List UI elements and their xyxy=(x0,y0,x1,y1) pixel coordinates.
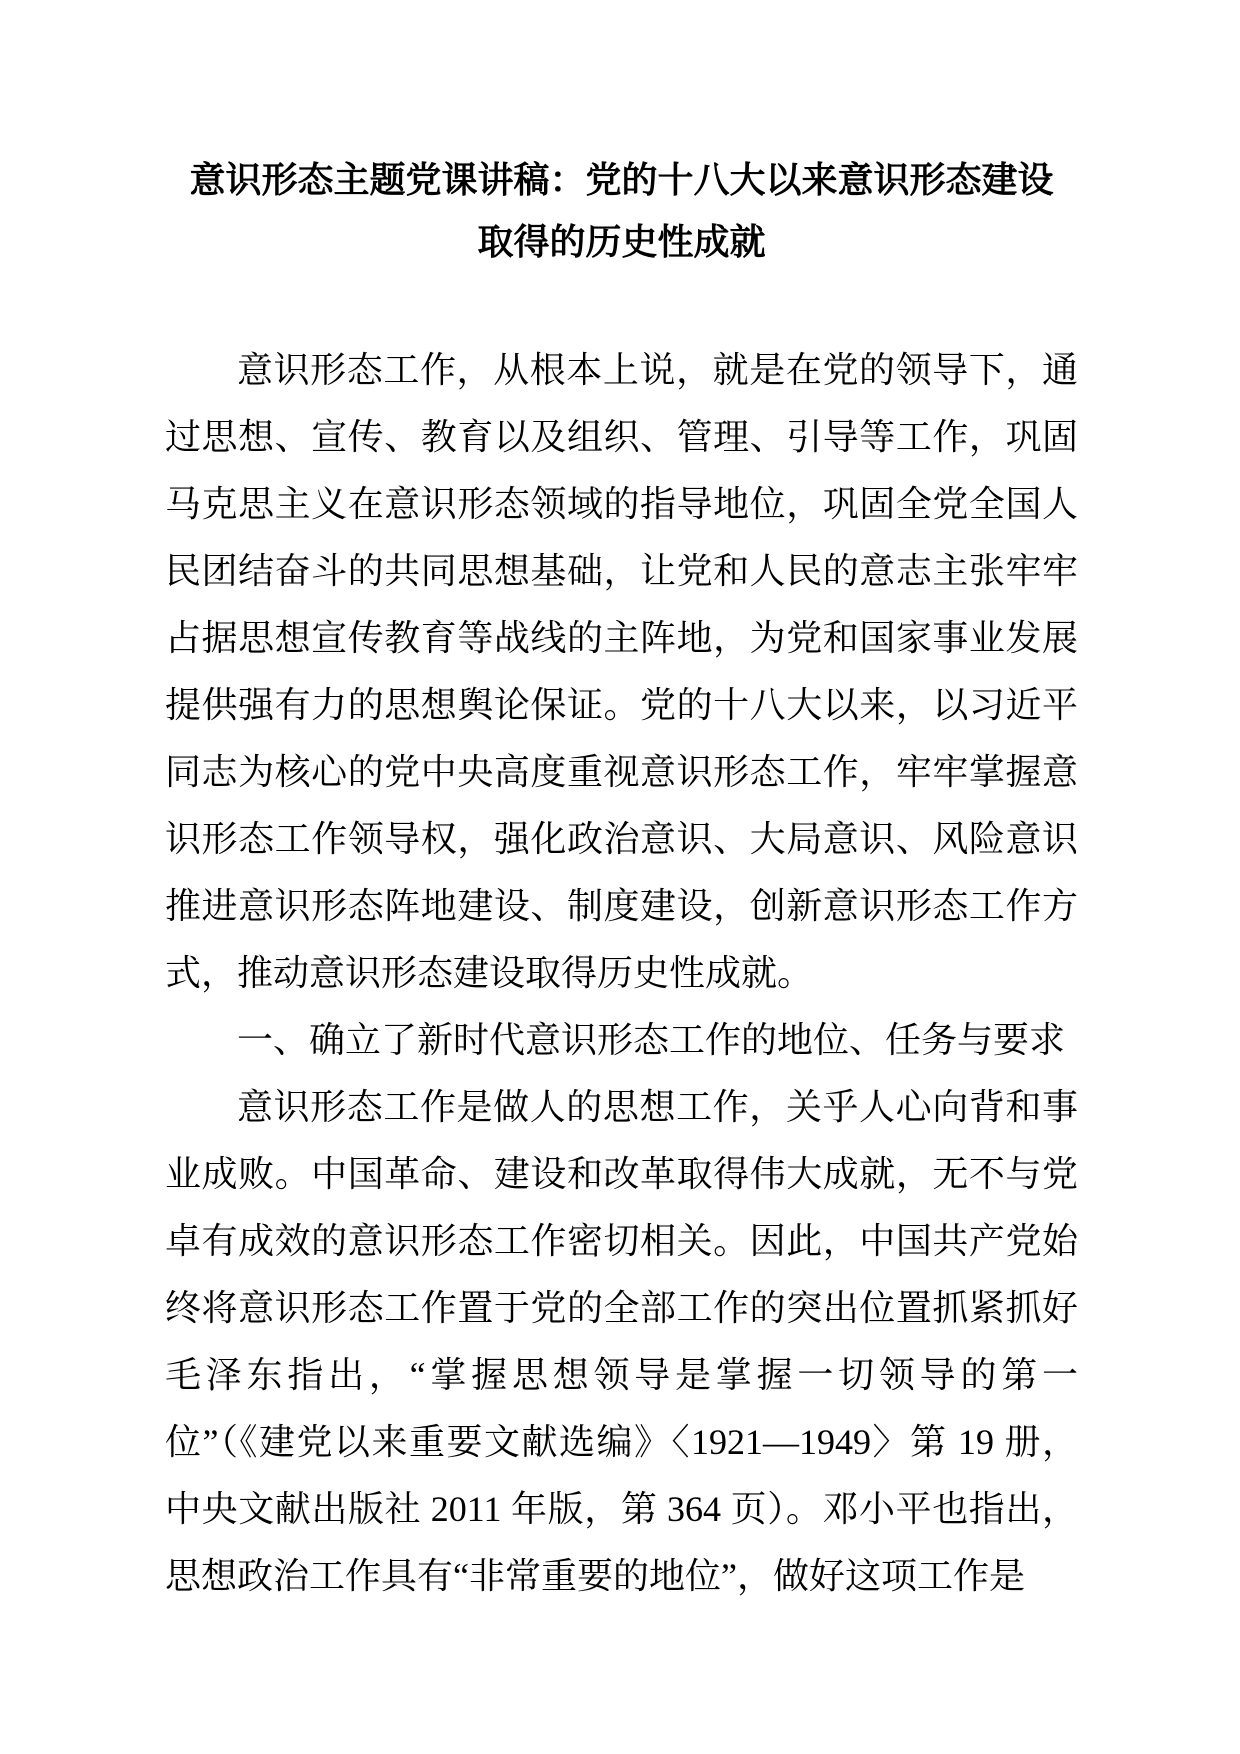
section-heading-1: 一、确立了新时代意识形态工作的地位、任务与要求 xyxy=(237,1020,1066,1060)
paragraph-section-1-body: 意识形态工作是做人的思想工作，关乎人心向背和事业成败。中国革命、建设和改革取得伟大成就，无不与党卓有成效的意识形态工作密切相关。因此，中国共产党始终将意识形态工作置于党的全部工作的突出位置抓紧抓好毛泽东指出，“掌握思想领导是掌握一切领导的第一位”（《建党以来重要文献选编》〈1921—1949〉第 19 册，中央文献出版社 2011 年版，第 364 页）。邓小平也指出，思想政治工作具有“非常重要的地位”，做好这项工作是 xyxy=(165,1087,1078,1596)
paragraph-intro: 意识形态工作，从根本上说，就是在党的领导下，通过思想、宣传、教育以及组织、管理、引导等工作，巩固马克思主义在意识形态领域的指导地位，巩固全党全国人民团结奋斗的共同思想基础，让党和人民的意志主张牢牢占据思想宣传教育等战线的主阵地，为党和国家事业发展提供强有力的思想舆论保证。党的十八大以来，以习近平同志为核心的党中央高度重视意识形态工作，牢牢掌握意识形态工作领导权，强化政治意识、大局意识、风险意识推进意识形态阵地建设、制度建设，创新意识形态工作方式，推动意识形态建设取得历史性成就。 xyxy=(165,350,1078,993)
document-content xyxy=(0,149,1240,1610)
document-title: 意识形态主题党课讲稿：党的十八大以来意识形态建设取得的历史性成就 xyxy=(189,159,1054,262)
